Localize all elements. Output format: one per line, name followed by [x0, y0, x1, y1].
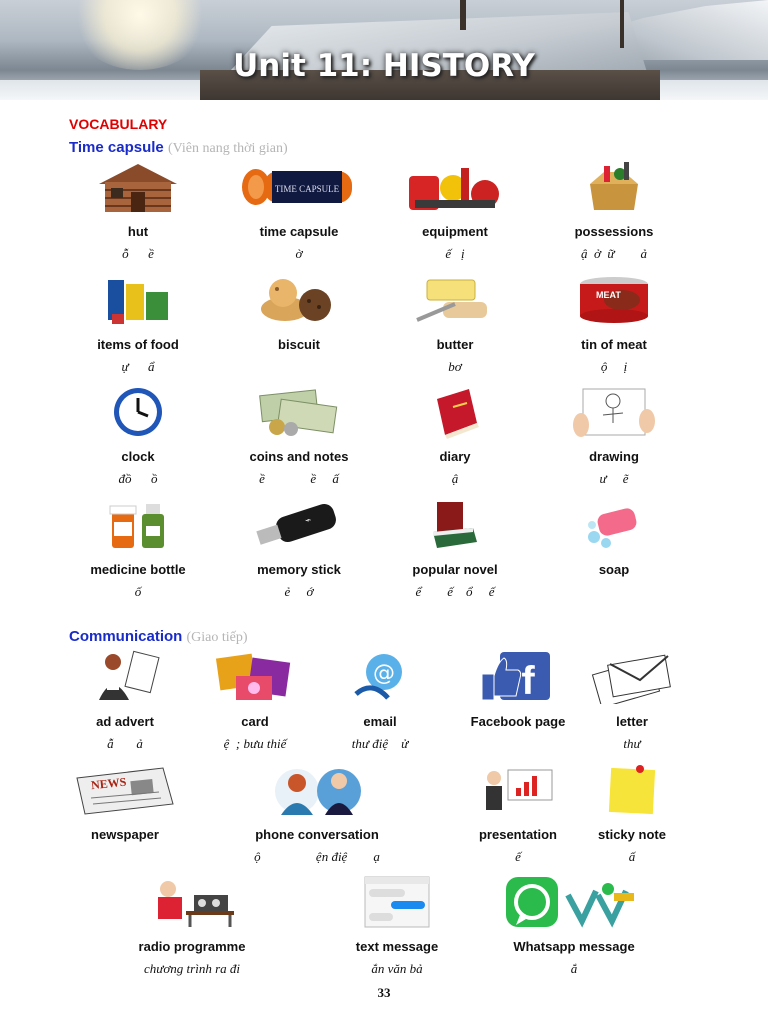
section-title-text: Communication [69, 628, 183, 645]
vocab-word: memory stick [257, 562, 341, 577]
food-icon [48, 271, 228, 329]
vocab-word: hut [127, 224, 149, 239]
vocab-card [35, 761, 215, 875]
vocab-word: time capsule [259, 224, 339, 239]
vocab-card [484, 873, 664, 987]
vocab-translation: ẻ ớ [284, 584, 314, 599]
vocab-word: clock [121, 449, 155, 464]
vocab-word: tin of meat [581, 337, 647, 352]
vocab-translation [524, 584, 704, 599]
sticky-note-icon [542, 761, 722, 819]
book-icon [365, 496, 545, 554]
vocab-word: drawing [589, 449, 639, 464]
vocab-word: Facebook page [470, 714, 566, 729]
vocab-card [209, 383, 389, 497]
newspaper-icon [35, 761, 215, 819]
vocab-translation: ỗ ề [122, 246, 154, 261]
vocab-card [542, 761, 722, 875]
equipment-icon [365, 158, 545, 216]
vocab-word: possessions [574, 224, 654, 239]
vocab-word: diary [439, 449, 471, 464]
vocab-card [48, 158, 228, 272]
vocab-card [365, 158, 545, 272]
vocab-translation: ế [515, 849, 521, 864]
vocab-translation: ế ị [445, 246, 465, 261]
vocab-translation: ự ẩ [121, 359, 155, 374]
vocab-translation: ờ [295, 246, 303, 261]
svg-text:TIME CAPSULE: TIME CAPSULE [274, 184, 340, 194]
vocab-word: Whatsapp message [513, 939, 635, 954]
vocab-translation: ộ ị [600, 359, 628, 374]
vocab-word: phone conversation [255, 827, 379, 842]
tin-icon [524, 271, 704, 329]
medicine-icon [48, 496, 228, 554]
vocabulary-label: VOCABULARY [69, 116, 168, 132]
svg-text:NEWS: NEWS [90, 774, 127, 793]
vocab-card [524, 383, 704, 497]
letter-icon [542, 648, 722, 706]
vocab-word: radio programme [138, 939, 246, 954]
soap-icon [524, 496, 704, 554]
vocab-translation: ậ ở ữ ả [580, 246, 648, 261]
vocab-word: coins and notes [249, 449, 349, 464]
vocab-word: sticky note [598, 827, 666, 842]
vocab-card [227, 761, 407, 875]
time-capsule-icon [209, 158, 389, 216]
vocab-word: equipment [422, 224, 488, 239]
vocab-translation: thư điệ ử [351, 736, 409, 751]
vocab-card [365, 383, 545, 497]
vocab-word: presentation [478, 827, 557, 842]
sms-icon [307, 873, 487, 931]
vocab-card [209, 496, 389, 610]
vocab-word: ad advert [96, 714, 154, 729]
vocab-card [102, 873, 282, 987]
header-banner [0, 0, 768, 100]
vocab-translation: ắn văn bả [371, 961, 423, 976]
chimney-image [460, 0, 466, 30]
section-title-text: Time capsule [69, 139, 164, 156]
vocab-translation: thư [623, 736, 641, 751]
vocab-card [48, 496, 228, 610]
drawing-icon [524, 383, 704, 441]
vocab-translation [209, 359, 389, 374]
vocab-card [209, 158, 389, 272]
vocab-card [542, 648, 722, 762]
vocab-word: items of food [97, 337, 179, 352]
vocab-word: popular novel [412, 562, 498, 577]
vocab-word: biscuit [278, 337, 320, 352]
usb-icon [209, 496, 389, 554]
vocab-translation: chương trình ra đi [143, 961, 240, 976]
vocab-translation: ẫ ả [107, 736, 143, 751]
svg-text:f: f [521, 659, 535, 703]
vocab-translation: đồ ồ [118, 471, 158, 486]
vocab-card [524, 496, 704, 610]
biscuit-icon [209, 271, 389, 329]
whatsapp-icon [484, 873, 664, 931]
butter-icon [365, 271, 545, 329]
section-translation: (Giao tiếp) [186, 630, 248, 645]
vocab-translation: ắ [570, 961, 578, 976]
diary-icon [365, 383, 545, 441]
vocab-translation: ệ ; bưu thiế [223, 736, 287, 751]
vocab-word: card [241, 714, 269, 729]
possessions-icon [524, 158, 704, 216]
vocab-word: medicine bottle [90, 562, 186, 577]
vocab-word: butter [436, 337, 474, 352]
page-number: 33 [377, 985, 391, 1000]
section-translation: (Viên nang thời gian) [167, 141, 288, 156]
vocab-card [365, 496, 545, 610]
vocab-translation: ề ề ấ [259, 471, 339, 486]
svg-text:@: @ [373, 661, 395, 686]
section-title-time-capsule [69, 139, 288, 157]
vocab-translation: ố [134, 584, 142, 599]
vocab-word: letter [616, 714, 648, 729]
vocab-card [524, 158, 704, 272]
vocab-card [209, 271, 389, 385]
vocab-translation [35, 849, 215, 864]
vocab-word: soap [598, 562, 630, 577]
vocab-translation: ấ [628, 849, 636, 864]
section-title-communication [69, 628, 248, 646]
hut-icon [48, 158, 228, 216]
svg-text:MEAT: MEAT [596, 290, 621, 300]
phone-icon [227, 761, 407, 819]
vocab-translation: ộ ện điệ ạ [254, 849, 380, 864]
vocab-translation: ể ế ổ ế [415, 584, 495, 599]
vocab-card [48, 383, 228, 497]
radio-icon [102, 873, 282, 931]
vocab-translation: ậ [451, 471, 459, 486]
vocab-card [524, 271, 704, 385]
page-title: Unit 11: HISTORY [233, 48, 535, 84]
vocab-word: newspaper [91, 827, 159, 842]
vocab-card [48, 271, 228, 385]
vocab-card [307, 873, 487, 987]
vocab-card [365, 271, 545, 385]
money-icon [209, 383, 389, 441]
vocab-translation: ư ẽ [599, 471, 629, 486]
vocab-word: text message [355, 939, 439, 954]
clock-icon [48, 383, 228, 441]
pole-image [620, 0, 624, 48]
vocab-translation: bơ [448, 359, 462, 374]
vocab-word: email [363, 714, 397, 729]
svg-text:⌁: ⌁ [303, 514, 313, 527]
